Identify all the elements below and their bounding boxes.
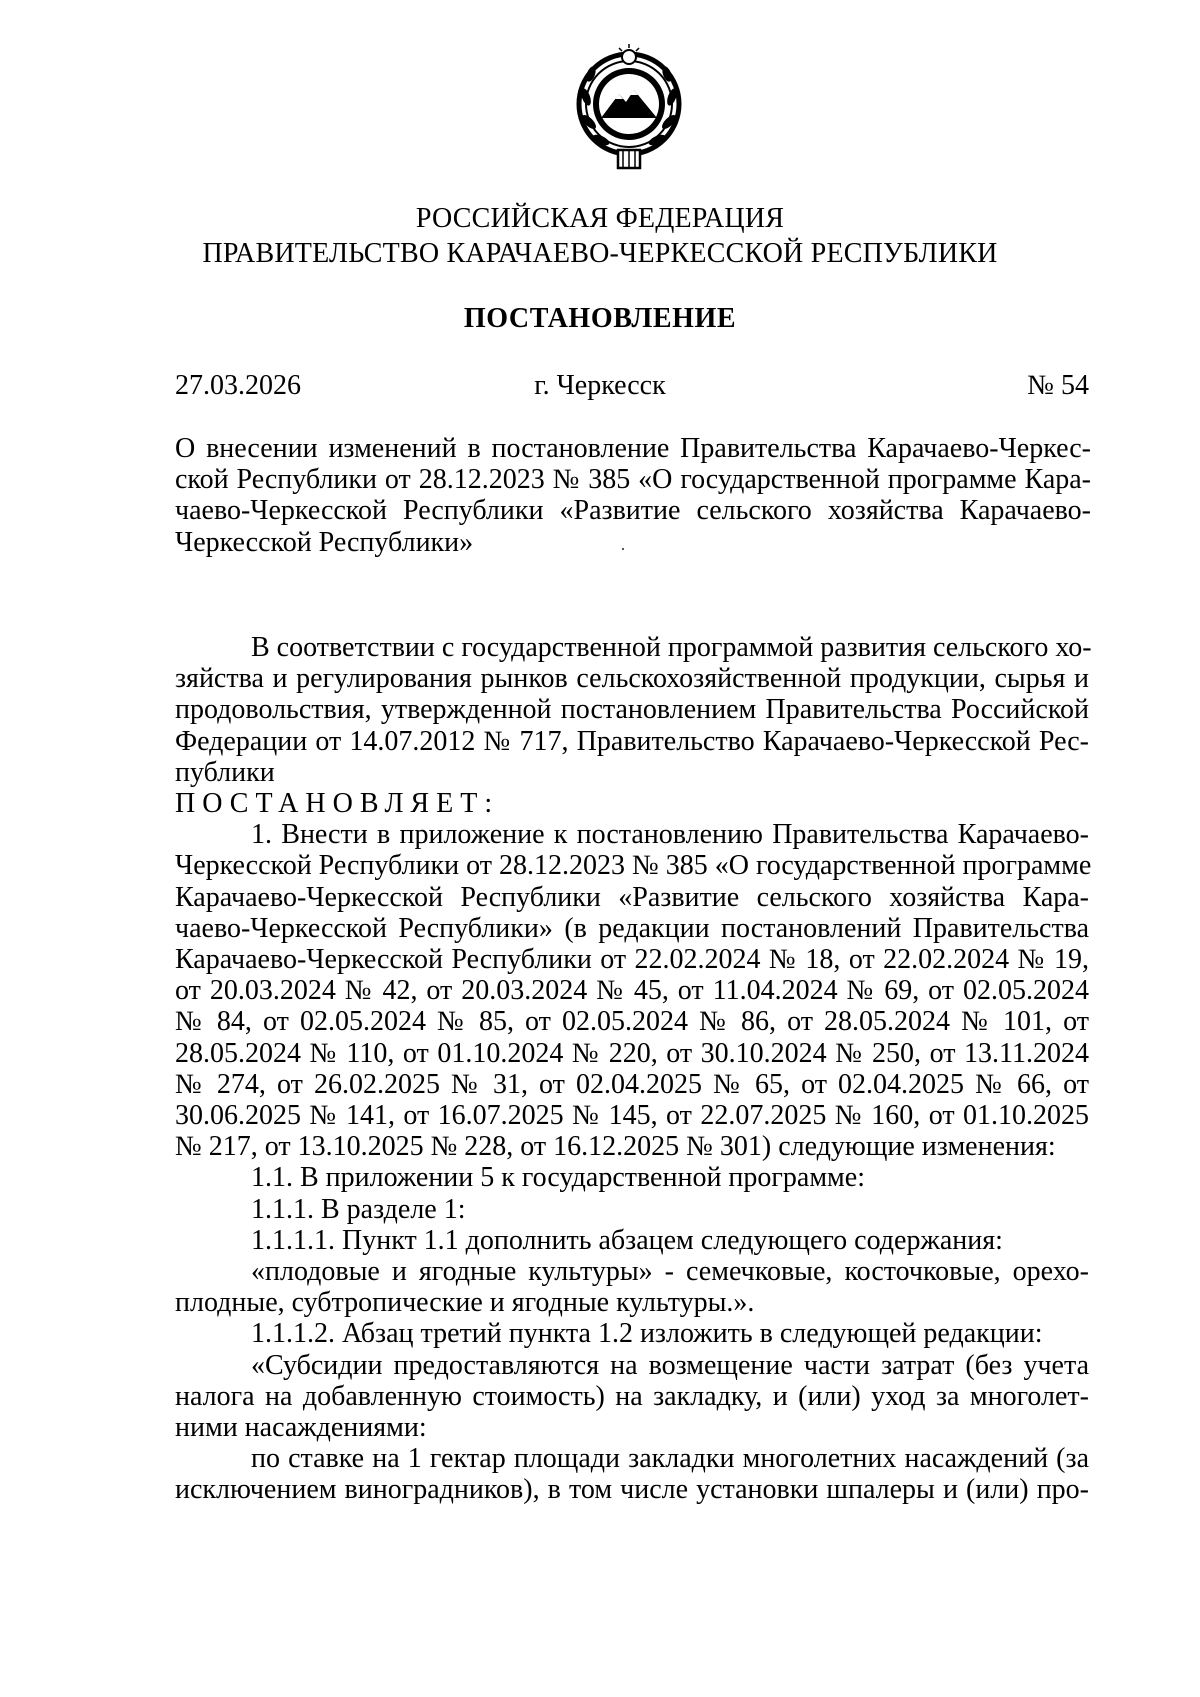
item1-line: № 217, от 13.10.2025 № 228, от 16.12.2025 № 301) следующие изменения: — [175, 1131, 1056, 1163]
item1-line: 28.05.2024 № 110, от 01.10.2024 № 220, от 30.10.2024 № 250, от 13.11.2024 — [175, 1037, 1089, 1069]
document-number: № 54 — [1027, 370, 1089, 401]
item1-line: Карачаево-Черкесской Республики «Развитие сельского хозяйства Кара- — [175, 881, 1089, 913]
item1-line: № 84, от 02.05.2024 № 85, от 02.05.2024 № 86, от 28.05.2024 № 101, от — [175, 1006, 1089, 1038]
header-country: РОССИЙСКАЯ ФЕДЕРАЦИЯ — [415, 203, 785, 234]
item1-line: 30.06.2025 № 141, от 16.07.2025 № 145, от 22.07.2025 № 160, от 01.10.2025 — [175, 1100, 1089, 1132]
scan-speck — [622, 548, 624, 550]
item-1-1-1-2: 1.1.1.2. Абзац третий пункта 1.2 изложить в следующей редакции: — [251, 1318, 1043, 1350]
item1-line: 1. Внести в приложение к постановлению Правительства Карачаево- — [251, 819, 1089, 851]
document-city: г. Черкесск — [534, 370, 666, 401]
item1-line: от 20.03.2024 № 42, от 20.03.2024 № 45, от 11.04.2024 № 69, от 02.05.2024 — [175, 975, 1089, 1007]
quote2-line: ними насаждениями: — [175, 1412, 427, 1444]
decree-word: ПОСТАНОВЛЯЕТ: — [175, 788, 500, 820]
preamble-line: продовольствия, утвержденной постановлением Правительства Российской — [175, 694, 1089, 726]
item-1-1-1: 1.1.1. В разделе 1: — [251, 1193, 466, 1225]
subject-line: ской Республики от 28.12.2023 № 385 «О государственной программе Кара- — [175, 464, 1091, 496]
preamble-line: публики — [175, 756, 275, 788]
document-subject — [175, 433, 1091, 558]
rate-paragraph-line: по ставке на 1 гектар площади закладки многолетних насаждений (за — [251, 1443, 1089, 1475]
item-1-1-1-1: 1.1.1.1. Пункт 1.1 дополнить абзацем следующего содержания: — [251, 1224, 1003, 1256]
preamble-line: Федерации от 14.07.2012 № 717, Правительство Карачаево-Черкесской Рес- — [175, 725, 1089, 757]
item1-line: № 274, от 26.02.2025 № 31, от 02.04.2025 № 65, от 02.04.2025 № 66, от — [175, 1068, 1089, 1100]
coat-of-arms-emblem — [574, 42, 684, 177]
document-date: 27.03.2026 — [175, 370, 301, 401]
quote1-line: «плодовые и ягодные культуры» - семечковые, косточковые, орехо- — [251, 1256, 1089, 1288]
quote2-line: «Субсидии предоставляются на возмещение части затрат (без учета — [251, 1349, 1089, 1381]
document-type-title: ПОСТАНОВЛЕНИЕ — [463, 303, 737, 334]
rate-paragraph-line: исключением виноградников), в том числе установки шпалеры и (или) про- — [175, 1474, 1089, 1506]
preamble-line: В соответствии с государственной программой развития сельского хо- — [251, 632, 1092, 663]
subject-line: О внесении изменений в постановление Правительства Карачаево-Черкес- — [175, 433, 1091, 464]
preamble-line: зяйства и регулирования рынков сельскохозяйственной продукции, сырья и — [175, 663, 1089, 695]
item-1-1: 1.1. В приложении 5 к государственной программе: — [251, 1162, 865, 1194]
subject-line: Черкесской Республики» — [175, 526, 474, 558]
item1-line: Карачаево-Черкесской Республики от 22.02.2024 № 18, от 22.02.2024 № 19, — [175, 944, 1089, 976]
item1-line: Черкесской Республики от 28.12.2023 № 385 «О государственной программе — [175, 850, 1092, 882]
subject-line: чаево-Черкесской Республики «Развитие сельского хозяйства Карачаево- — [175, 495, 1091, 527]
item1-line: чаево-Черкесской Республики» (в редакции постановлений Правительства — [175, 912, 1089, 944]
quote2-line: налога на добавленную стоимость) на закладку, и (или) уход за многолет- — [175, 1380, 1089, 1412]
quote1-line: плодные, субтропические и ягодные культуры.». — [175, 1287, 755, 1319]
header-government: ПРАВИТЕЛЬСТВО КАРАЧАЕВО-ЧЕРКЕССКОЙ РЕСПУБЛИКИ — [202, 238, 998, 269]
document-body — [175, 632, 1092, 1506]
